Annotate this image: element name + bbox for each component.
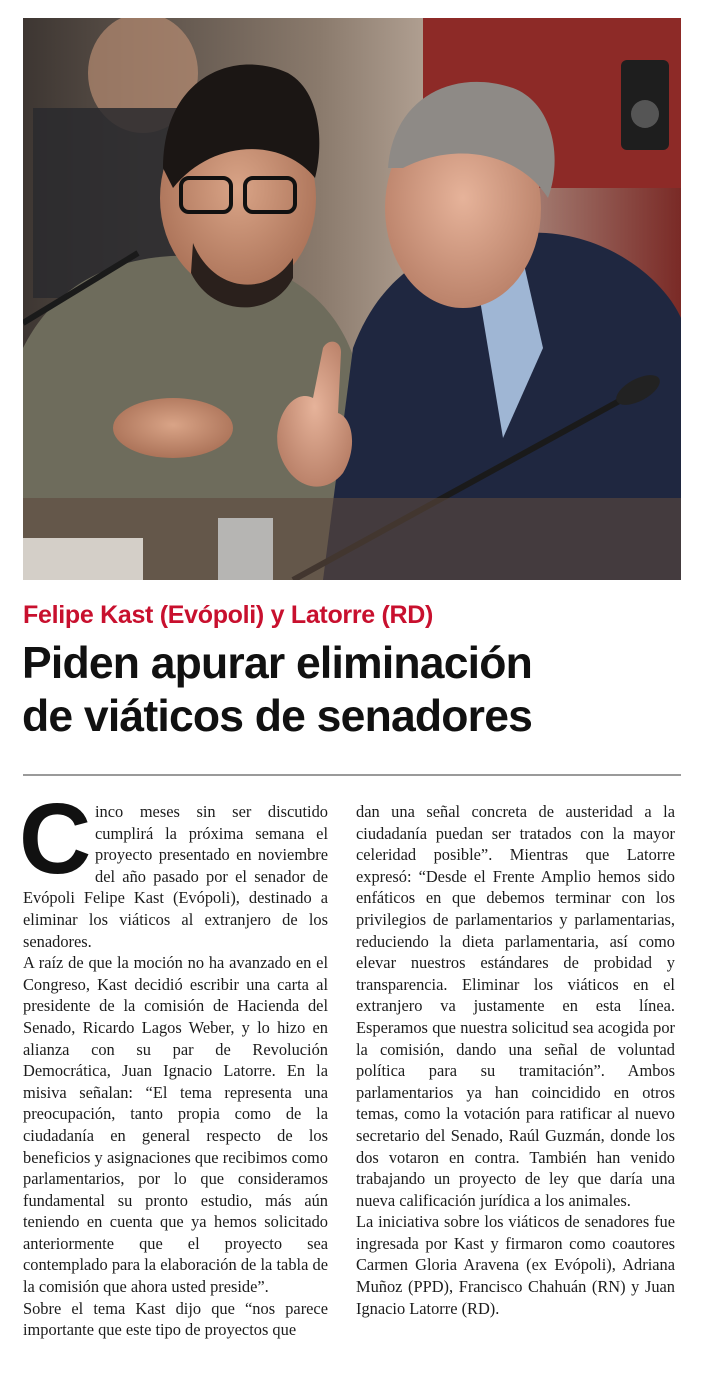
article-kicker: Felipe Kast (Evópoli) y Latorre (RD) — [23, 601, 434, 629]
paragraph: Cinco meses sin ser discutido cumplirá la próxima semana el proyecto presentado en noviembre del año pasado por el senador de Evópoli Felipe Kast (Evópoli), destinado a eliminar los viáticos al extranjero de los senadores. — [19, 783, 328, 951]
headline-line-2: de viáticos de senadores — [22, 692, 533, 741]
article-column-right — [356, 801, 675, 1319]
article-column-left — [19, 783, 328, 1341]
paragraph: Sobre el tema Kast dijo que “nos parece importante que este tipo de proyectos que — [23, 1298, 328, 1340]
drop-cap: C — [19, 783, 92, 895]
paragraph: A raíz de que la moción no ha avanzado en el Congreso, Kast decidió escribir una carta al presidente de la comisión de Hacienda del Senado, Ricardo Lagos Weber, y lo hizo en alianza con su par de Revolución Democrática, Juan Ignacio Latorre. En la misiva señalan: “El tema representa una preocupación, tanto propia como de la ciudadanía en general respecto de los beneficios y asignaciones que recibimos como parlamentarios, por lo que consideramos fundamental su pronto estudio, más aún teniendo en cuenta que ya hemos solicitado anteriormente que el proyecto sea contemplado para la elaboración de la tabla de la comisión que ahora usted preside”. — [23, 953, 328, 1297]
article-headline — [22, 637, 692, 743]
paragraph: La iniciativa sobre los viáticos de senadores fue ingresada por Kast y firmaron como coautores Carmen Gloria Aravena (ex Evópoli), Adriana Muñoz (PPD), Francisco Chahuán (RN) y Juan Ignacio Latorre (RD). — [356, 1212, 675, 1318]
divider — [23, 774, 681, 776]
photo-two-men-talking-icon — [23, 18, 681, 580]
headline-line-1: Piden apurar eliminación — [22, 639, 532, 688]
paragraph: dan una señal concreta de austeridad a la ciudadanía puedan ser tratados con la mayor celeridad posible”. Mientras que Latorre expresó: “Desde el Frente Amplio hemos sido enfáticos en que debemos terminar con los privilegios de parlamentarios y parlamentarias, reduciendo la dieta parlamentaria, así como elevar nuestros estándares de probidad y transparencia. Eliminar los viáticos en el extranjero va justamente en esta línea. Esperamos que nuestra solicitud sea acogida por la comisión, dando una señal de voluntad política para su tramitación”. Ambos parlamentarios ya han coincidido en otros temas, como la votación para ratificar al nuevo secretario del Senado, Raúl Guzmán, donde los dos votaron en contra. También han venido trabajando un proyecto de ley que daría una nueva calificación jurídica a los animales. — [356, 802, 675, 1210]
article-photo — [23, 18, 681, 580]
